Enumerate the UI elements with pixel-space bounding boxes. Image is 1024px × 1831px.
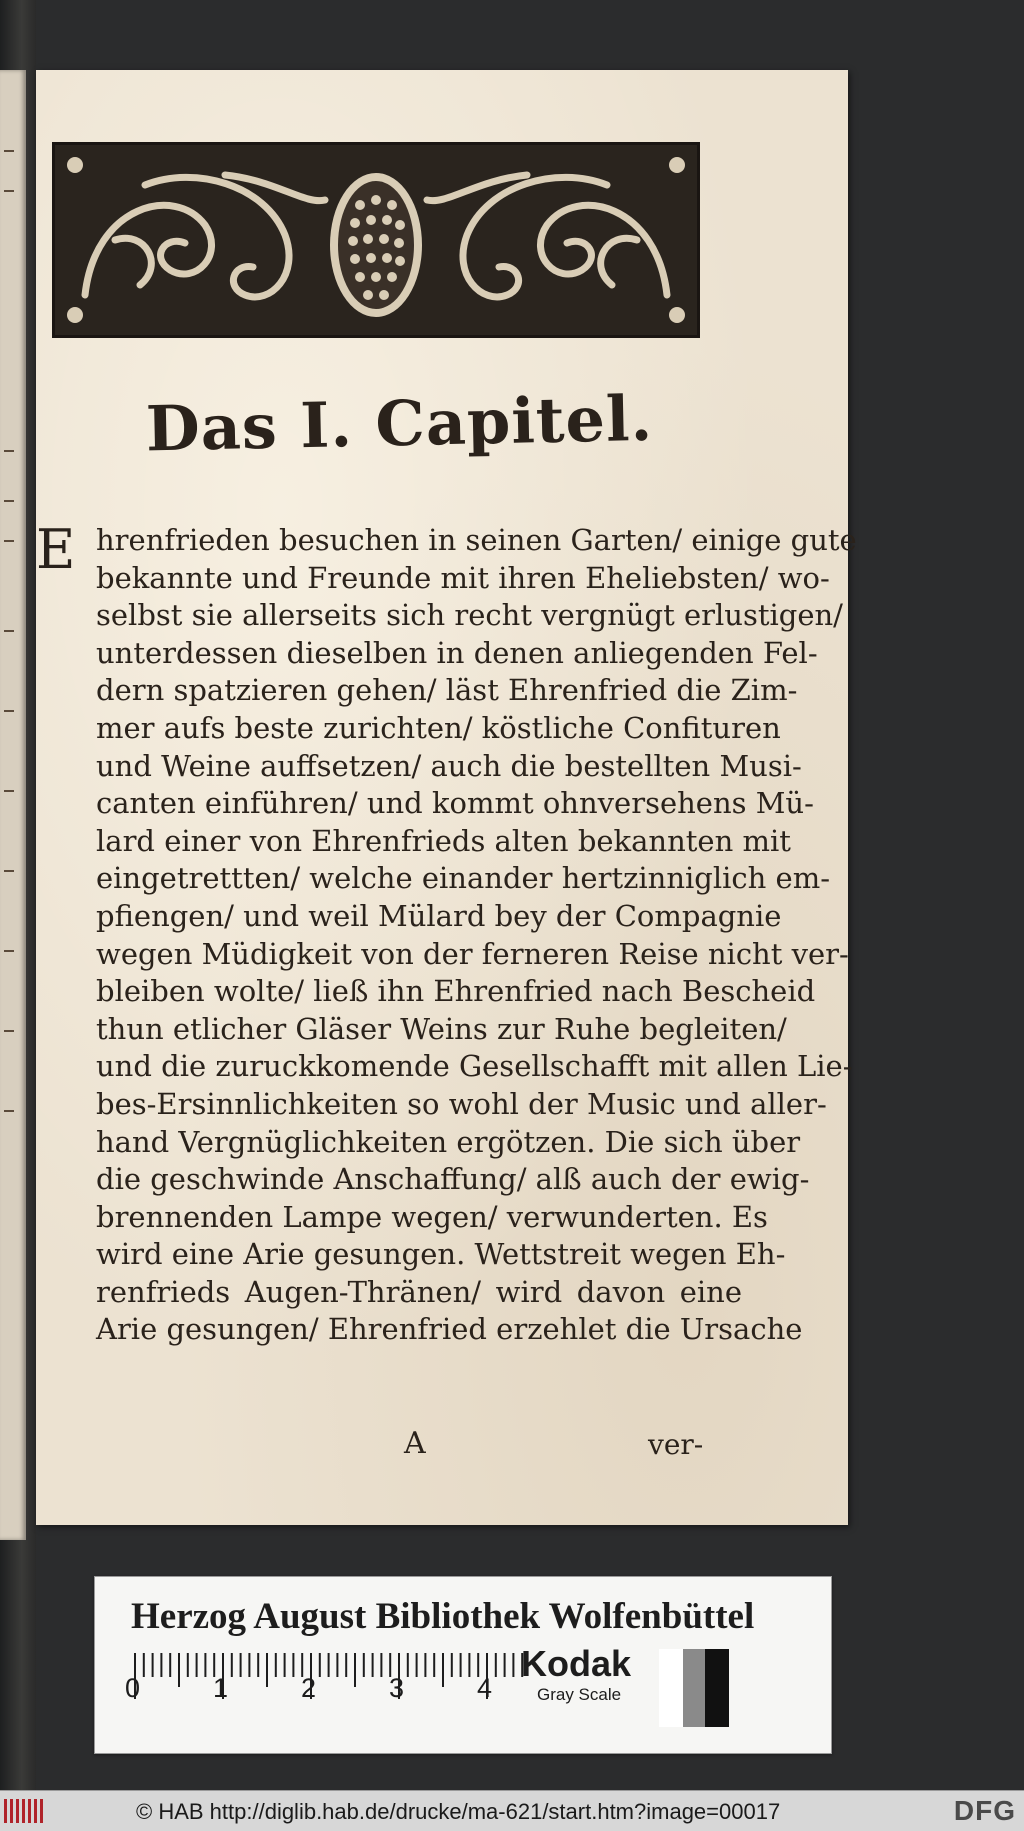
source-url-link[interactable]: © HAB http://diglib.hab.de/drucke/ma-621/start.htm?image=00017 [136, 1799, 781, 1824]
text-line: thun etlicher Gläser Weins zur Ruhe begleiten/ [96, 1011, 787, 1046]
text-line: pfiengen/ und weil Mülard bey der Compagnie [96, 898, 782, 933]
swatch-black [705, 1649, 729, 1727]
text-line: bes-Ersinnlichkeiten so wohl der Music und aller- [96, 1086, 827, 1121]
woodcut-ornament-headpiece [52, 142, 700, 338]
hab-logo-icon [4, 1799, 46, 1823]
summary-text-block [58, 522, 857, 1349]
swatch-gray [683, 1649, 705, 1727]
library-name: Herzog August Bibliothek Wolfenbüttel [131, 1596, 755, 1637]
ruler-number: 4 [477, 1673, 493, 1703]
text-line: lard einer von Ehrenfrieds alten bekannten mit [96, 823, 791, 858]
ruler-number: 0 [125, 1673, 141, 1703]
drop-capital: E [36, 518, 76, 581]
text-line: brennenden Lampe wegen/ verwunderten. Es [96, 1199, 768, 1234]
text-line: renfrieds Augen-Thränen/ wird davon eine [96, 1274, 742, 1309]
text-line: eingetrettten/ welche einander hertzinniglich em- [96, 861, 831, 896]
gray-scale-label: Gray Scale [537, 1685, 622, 1704]
text-line: bekannte und Freunde mit ihren Eheliebsten/ wo- [96, 560, 830, 595]
text-line: dern spatzieren gehen/ läst Ehrenfried die Zim- [96, 673, 798, 708]
text-line: wegen Müdigkeit von der ferneren Reise nicht ver- [96, 936, 849, 971]
dfg-logo: DFG [953, 1795, 1016, 1826]
previous-page-edge [0, 70, 26, 1540]
text-line: hrenfrieden besuchen in seinen Garten/ einige gute [96, 523, 857, 557]
book-page [36, 70, 857, 1525]
text-line: und die zuruckkomende Gesellschafft mit allen Lie- [96, 1049, 853, 1084]
swatch-white [659, 1649, 683, 1727]
text-line: selbst sie allerseits sich recht vergnügt erlustigen/ [96, 598, 843, 633]
text-line: wird eine Arie gesungen. Wettstreit wegen Eh- [96, 1237, 786, 1272]
chapter-title: Das I. Capitel. [145, 381, 654, 466]
catchword: ver- [648, 1428, 704, 1461]
text-line: die geschwinde Anschaffung/ alß auch der ewig- [96, 1162, 810, 1197]
text-line: unterdessen dieselben in denen anliegenden Fel- [96, 635, 818, 670]
centimeter-ruler [131, 1649, 587, 1709]
text-line: bleiben wolte/ ließ ihn Ehrenfried nach Bescheid [96, 974, 816, 1009]
ruler-number: 1 [213, 1673, 229, 1703]
viewer-footer-bar [0, 1790, 1024, 1831]
text-line: und Weine auffsetzen/ auch die bestellten Musi- [96, 748, 802, 783]
text-line: canten einführen/ und kommt ohnversehens Mü- [96, 786, 814, 821]
ruler-number: 3 [389, 1673, 405, 1703]
text-line: hand Vergnüglichkeiten ergötzen. Die sich über [96, 1124, 801, 1159]
text-line: Arie gesungen/ Ehrenfried erzehlet die Ursache [96, 1312, 803, 1347]
ruler-number: 2 [301, 1673, 317, 1703]
ornament-graphic [55, 145, 697, 335]
text-line: mer aufs beste zurichten/ köstliche Confituren [96, 710, 781, 745]
color-calibration-card [94, 1576, 832, 1754]
kodak-brand: Kodak [521, 1643, 632, 1684]
signature-mark: A [404, 1426, 426, 1461]
